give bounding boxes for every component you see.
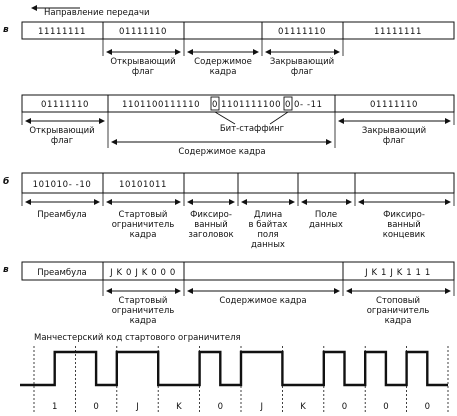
open-flag-label-2: флаг (50, 136, 74, 146)
stuffing-pointer-2 (270, 112, 288, 124)
start-delimiter-label-3: кадра (129, 316, 157, 326)
open-flag-bits: 01111110 (118, 27, 168, 37)
bit-symbol-label: K (300, 402, 306, 412)
fixed-trailer-label-2: ванный (387, 220, 421, 230)
panel-b-tag: б (3, 177, 10, 187)
stop-delimiter-label-2: ограничитель (366, 306, 430, 316)
start-delimiter-bits: 10101011 (118, 180, 168, 190)
stuffing-pointer-1 (215, 112, 235, 124)
content-label-2: кадра (209, 67, 237, 77)
length-label-2: в байтах (248, 220, 288, 230)
preamble-label: Преамбула (37, 210, 87, 220)
close-flag-label-1: Закрывающий (269, 57, 335, 67)
manchester-title: Манчестерский код стартового ограничителя (34, 333, 241, 343)
length-label-3: поля (257, 230, 279, 240)
stuffing-label: Бит-стаффинг (219, 124, 285, 134)
panel-a-tag: в (3, 25, 9, 35)
start-delimiter-label-2: ограничитель (111, 220, 175, 230)
stuffed-bit-2: 0 (285, 100, 292, 110)
manchester-waveform (20, 352, 448, 385)
content-label: Содержимое кадра (178, 147, 266, 157)
close-flag-label-2: флаг (290, 67, 314, 77)
content-label-1: Содержимое (194, 57, 252, 67)
data-field-label-1: Поле (314, 210, 338, 220)
content-bits-b: 1101111100 (221, 100, 282, 110)
bit-symbol-label: 0 (383, 402, 389, 412)
fixed-header-label-3: заголовок (188, 230, 234, 240)
close-flag-label-2: флаг (382, 136, 406, 146)
bit-symbol-label: J (136, 402, 139, 412)
panel-a-bottom-frame (22, 95, 454, 157)
fixed-trailer-label-1: Фиксиро- (383, 210, 425, 220)
bit-symbol-label: 0 (217, 402, 224, 412)
stop-delimiter-label-1: Стоповый (375, 296, 421, 306)
bit-symbol-label: J (260, 402, 263, 412)
stop-delimiter-symbols: J K 1 J K 1 1 1 (365, 268, 431, 278)
stuffed-bit-1: 0 (212, 100, 219, 110)
preamble-label: Преамбула (37, 268, 87, 278)
content-label: Содержимое кадра (219, 296, 307, 306)
open-flag-label-1: Открывающий (29, 126, 95, 136)
panel-b-frame (3, 173, 454, 250)
panel-c-tag: в (3, 265, 9, 275)
fixed-header-label-1: Фиксиро- (190, 210, 232, 220)
start-delimiter-label-3: кадра (129, 230, 157, 240)
transmission-direction (32, 8, 150, 18)
start-delimiter-symbols: J K 0 J K 0 0 0 (110, 268, 176, 278)
preamble-bits: 11111111 (37, 27, 87, 37)
open-flag-label-1: Открывающий (110, 57, 176, 67)
bit-symbol-label: 1 (51, 402, 58, 412)
data-field-label-2: данных (309, 220, 343, 230)
content-bits-a: 1101100111110 (122, 100, 201, 110)
fixed-trailer-label-3: концевик (382, 230, 426, 240)
start-delimiter-label-1: Стартовый (118, 210, 168, 220)
close-flag-bits: 01111110 (277, 27, 327, 37)
bit-symbol-label: 0 (341, 402, 348, 412)
open-flag-bits: 01111110 (40, 100, 90, 110)
close-flag-label-1: Закрывающий (361, 126, 427, 136)
postamble-bits: 11111111 (373, 27, 423, 37)
close-flag-bits: 01111110 (369, 100, 419, 110)
panel-c-frame (3, 262, 454, 326)
preamble-bits: 101010- -10 (32, 180, 92, 190)
bit-symbol-label: 0 (424, 402, 431, 412)
bit-symbol-label: K (176, 402, 182, 412)
length-label-1: Длина (253, 210, 283, 220)
start-delimiter-label-2: ограничитель (111, 306, 175, 316)
bit-symbol-label: 0 (93, 402, 99, 412)
panel-a-top-frame (3, 22, 454, 77)
manchester-code (20, 333, 448, 412)
length-label-4: данных (251, 240, 285, 250)
start-delimiter-label-1: Стартовый (118, 296, 168, 306)
content-bits-c: 0- -11 (294, 100, 323, 110)
direction-label: Направление передачи (44, 8, 150, 18)
stop-delimiter-label-3: кадра (384, 316, 412, 326)
open-flag-label-2: флаг (131, 67, 155, 77)
fixed-header-label-2: ванный (194, 220, 228, 230)
